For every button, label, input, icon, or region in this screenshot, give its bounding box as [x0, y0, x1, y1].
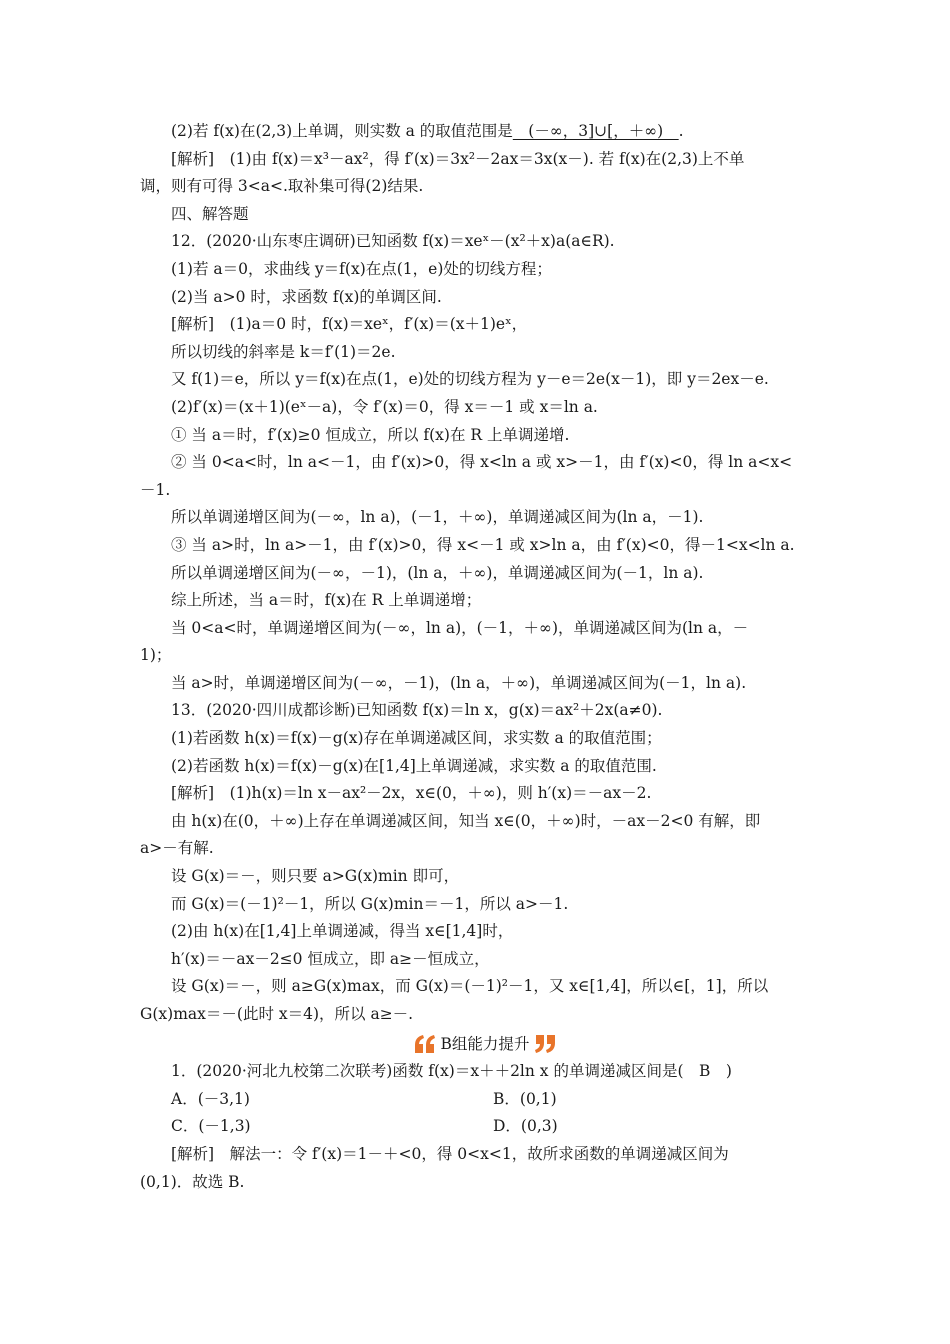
- choice-row: [140, 1113, 830, 1141]
- text-line: (2)由 h(x)在[1,4]上单调递减，得当 x∈[1,4]时，: [171, 922, 514, 941]
- choice-row: [140, 1086, 830, 1114]
- banner-label: B组能力提升: [440, 1034, 530, 1053]
- choice-c: C．(－1,3): [171, 1117, 251, 1136]
- question-12-stem: 12．(2020·山东枣庄调研)已知函数 f(x)＝xeˣ－(x²＋x)a(a∈R).: [171, 232, 615, 251]
- question-1-stem: 1．(2020·河北九校第二次联考)函数 f(x)＝x＋＋2ln x 的单调递减区间是( B ): [171, 1062, 732, 1081]
- choice-b: B．(0,1): [493, 1089, 557, 1108]
- text-line: (2)当 a>0 时，求函数 f(x)的单调区间.: [171, 287, 442, 306]
- section-heading: 四、解答题: [171, 204, 249, 223]
- text-line: 又 f(1)＝e，所以 y＝f(x)在点(1，e)处的切线方程为 y－e＝2e(x－1)，即 y＝2ex－e.: [171, 370, 769, 389]
- open-quote-icon: [413, 1033, 437, 1055]
- question-13-stem: 13．(2020·四川成都诊断)已知函数 f(x)＝ln x，g(x)＝ax²＋2x(a≠0).: [171, 701, 663, 720]
- text-line: 所以切线的斜率是 k＝f′(1)＝2e.: [171, 342, 396, 361]
- answer-blank: (－∞，3]∪[，＋∞): [512, 122, 679, 140]
- solution-line: (0,1)．故选 B.: [140, 1172, 245, 1191]
- text-line: 综上所述，当 a＝时，f(x)在 R 上单调递增；: [171, 591, 482, 610]
- text-line: a>－有解.: [140, 839, 214, 858]
- document-body: [140, 118, 830, 1196]
- text-line: [解析] (1)由 f(x)＝x³－ax²，得 f′(x)＝3x²－2ax＝3x(x－). 若 f(x)在(2,3)上不单: [171, 149, 745, 168]
- text-line: [解析] (1)a＝0 时，f(x)＝xeˣ，f′(x)＝(x＋1)eˣ，: [171, 315, 528, 334]
- text-line: 调，则有可得 3<a<.取补集可得(2)结果.: [140, 177, 424, 196]
- text-line: 而 G(x)＝(－1)²－1，所以 G(x)min＝－1，所以 a>－1.: [171, 894, 569, 913]
- text-line: 所以单调递增区间为(－∞，－1)，(ln a，＋∞)，单调递减区间为(－1，ln a).: [171, 563, 704, 582]
- text-line: (1)若函数 h(x)＝f(x)－g(x)存在单调递减区间，求实数 a 的取值范围；: [171, 729, 662, 748]
- text-line: 当 a>时，单调递增区间为(－∞，－1)，(ln a，＋∞)，单调递减区间为(－1，ln a).: [171, 673, 747, 692]
- text-line: (2)若 f(x)在(2,3)上单调，则实数 a 的取值范围是 (－∞，3]∪[，＋∞) .: [171, 122, 684, 140]
- text-line: 设 G(x)＝－，则只要 a>G(x)min 即可，: [171, 867, 460, 886]
- text-line: ① 当 a＝时，f′(x)≥0 恒成立，所以 f(x)在 R 上单调递增.: [171, 425, 570, 444]
- text-line: h′(x)＝－ax－2≤0 恒成立，即 a≥－恒成立，: [171, 949, 490, 968]
- text-line: (2)f′(x)＝(x＋1)(eˣ－a)，令 f′(x)＝0，得 x＝－1 或 x＝ln a.: [171, 397, 598, 416]
- text-line: ③ 当 a>时，ln a>－1，由 f′(x)>0，得 x<－1 或 x>ln a，由 f′(x)<0，得－1<x<ln a.: [171, 535, 795, 554]
- choice-d: D．(0,3): [493, 1117, 558, 1136]
- text-line: 1)；: [140, 646, 172, 665]
- text-line: 设 G(x)＝－，则 a≥G(x)max，而 G(x)＝(－1)²－1，又 x∈[1,4]，所以∈[，1]，所以: [171, 977, 769, 996]
- close-quote-icon: [533, 1033, 557, 1055]
- text-line: [解析] (1)h(x)＝ln x－ax²－2x，x∈(0，＋∞)，则 h′(x)＝－ax－2.: [171, 784, 652, 803]
- text-line: 所以单调递增区间为(－∞，ln a)，(－1，＋∞)，单调递减区间为(ln a，－1).: [171, 508, 704, 527]
- section-banner: [140, 1031, 830, 1059]
- text-line: 当 0<a<时，单调递增区间为(－∞，ln a)，(－1，＋∞)，单调递减区间为(ln a，－: [171, 618, 749, 637]
- text-line: G(x)max＝－(此时 x＝4)，所以 a≥－.: [140, 1005, 414, 1023]
- text-line: (1)若 a＝0，求曲线 y＝f(x)在点(1，e)处的切线方程；: [171, 259, 552, 278]
- text-line: 由 h(x)在(0，＋∞)上存在单调递减区间，知当 x∈(0，＋∞)时，－ax－2<0 有解，即: [171, 811, 761, 830]
- solution-line: [解析] 解法一：令 f′(x)＝1－＋<0，得 0<x<1，故所求函数的单调递减区间为: [171, 1144, 729, 1163]
- text-line: (2)若函数 h(x)＝f(x)－g(x)在[1,4]上单调递减，求实数 a 的取值范围.: [171, 756, 657, 775]
- text-line: ② 当 0<a<时，ln a<－1，由 f′(x)>0，得 x<ln a 或 x>－1，由 f′(x)<0，得 ln a<x<: [171, 453, 793, 472]
- choice-a: A．(－3,1): [171, 1089, 250, 1108]
- text-line: －1.: [140, 480, 171, 499]
